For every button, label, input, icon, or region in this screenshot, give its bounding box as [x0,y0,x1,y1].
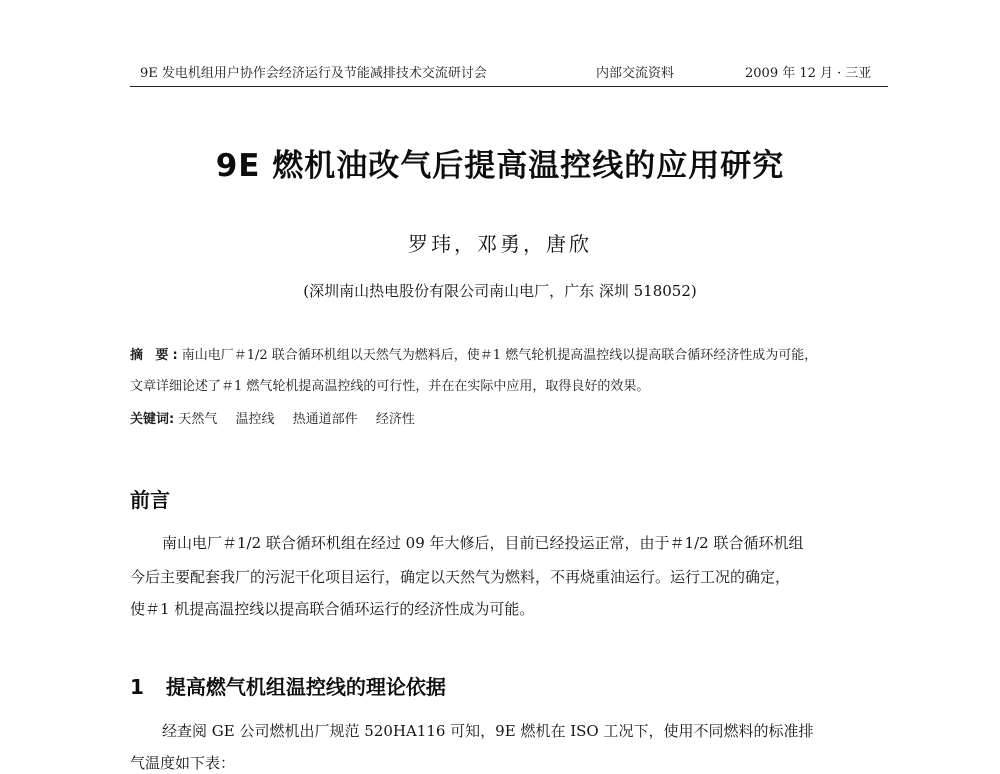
paper-authors: 罗玮，邓勇，唐欣 [408,232,592,256]
preface-paragraph-line-3: 使＃1 机提高温控线以提高联合循环运行的经济性成为可能。 [130,600,535,618]
keyword-item: 经济性 [375,412,415,427]
paper-affiliation: (深圳南山热电股份有限公司南山电厂，广东 深圳 518052) [303,282,697,300]
section-heading-preface: 前言 [130,488,170,512]
running-header-date: 2009 年 12 月 · 三亚 [745,66,872,81]
abstract-text-1: 南山电厂＃1/2 联合循环机组以天然气为燃料后，使＃1 燃气轮机提高温控线以提高联合循环经济性成为可能， [181,348,818,363]
keyword-item: 温控线 [235,412,275,427]
preface-paragraph-line-2: 今后主要配套我厂的污泥干化项目运行，确定以天然气为燃料，不再烧重油运行。运行工况的确定， [130,568,791,586]
section-title: 提高燃气机组温控线的理论依据 [165,675,446,699]
abstract-line-1 [130,347,817,365]
section1-paragraph-line-2: 气温度如下表： [130,754,236,772]
preface-paragraph-line-1: 南山电厂＃1/2 联合循环机组在经过 09 年大修后，目前已经投运正常，由于＃1/2 联合循环机组 [162,534,804,552]
abstract-line-2: 文章详细论述了＃1 燃气轮机提高温控线的可行性，并在在实际中应用，取得良好的效果。 [130,379,650,394]
keywords-line [130,411,429,429]
abstract-label: 摘 要: [130,348,182,363]
section-number: 1 [130,675,144,699]
keyword-item: 热通道部件 [292,412,358,427]
running-header-internal: 内部交流资料 [596,66,675,81]
header-divider [130,86,888,87]
section1-paragraph-line-1: 经查阅 GE 公司燃机出厂规范 520HA116 可知，9E 燃机在 ISO 工况下，使用不同燃料的标准排 [162,722,814,740]
paper-title: 9E 燃机油改气后提高温控线的应用研究 [215,148,785,184]
keywords-label: 关键词: [130,412,175,427]
section-heading-1 [130,673,446,701]
running-header-conference: 9E 发电机组用户协作会经济运行及节能减排技术交流研讨会 [140,66,487,81]
keyword-item: 天然气 [178,412,218,427]
